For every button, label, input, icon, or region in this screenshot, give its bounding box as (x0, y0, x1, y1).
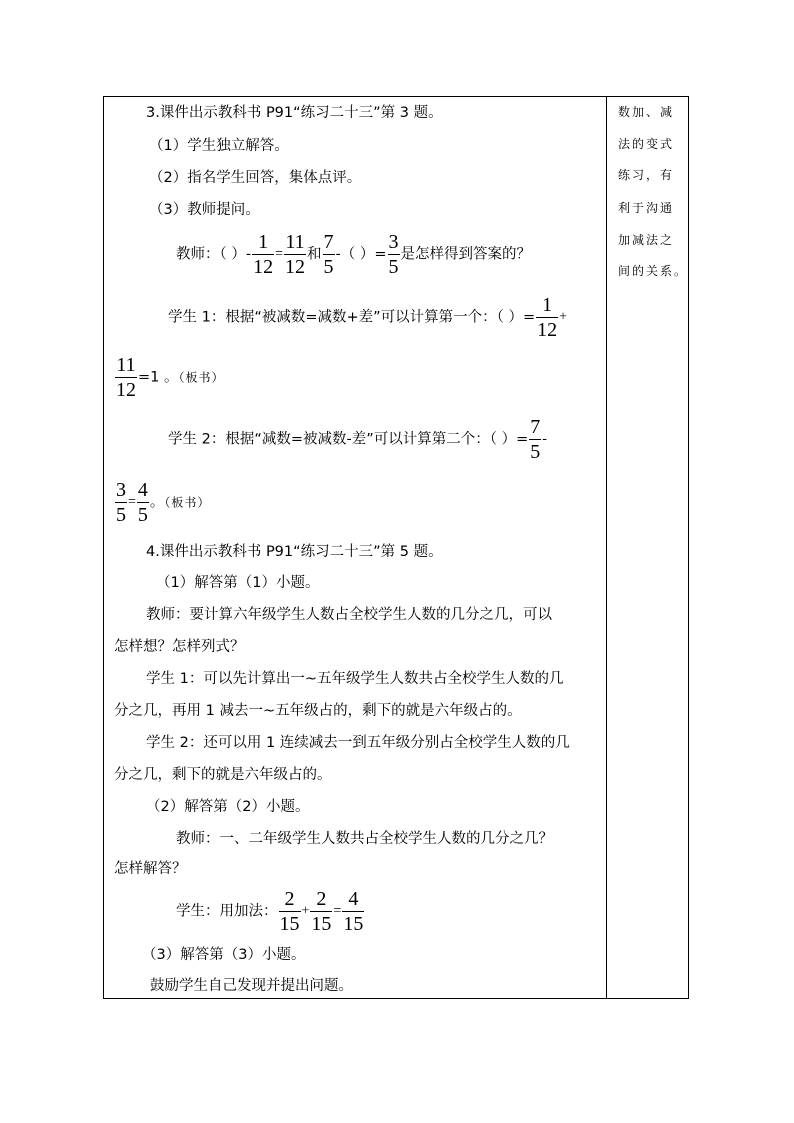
fraction: $\frac{4}{15}$ (343, 888, 364, 935)
student-2-answer: 学生 2：根据“减数=被减数-差”可以计算第二个：（ ）= $\frac{7}{5}$ - (168, 416, 547, 463)
teacher-question-2-cont: 怎样想？怎样列式？ (114, 639, 245, 655)
step-3-heading: 3.课件出示教科书 P91“练习二十三”第 3 题。 (146, 105, 443, 121)
step-3-2: （2）指名学生回答，集体点评。 (149, 170, 362, 186)
student-1-method: 学生 1：可以先计算出一~五年级学生人数共占全校学生人数的几 (146, 671, 564, 687)
step-4-2: （2）解答第（2）小题。 (146, 799, 310, 815)
encourage-note: 鼓励学生自己发现并提出问题。 (150, 978, 353, 994)
fraction: $\frac{3}{5}$ (116, 479, 126, 526)
main-content-cell (104, 97, 606, 998)
teacher-label: 教师：（ ）- (176, 246, 252, 263)
design-note-line: 练习，有 (618, 168, 675, 182)
fraction: $\frac{7}{5}$ (530, 416, 541, 463)
fraction: $\frac{11}{12}$ (285, 231, 305, 278)
student-2-method-cont: 分之几，剩下的就是六年级占的。 (114, 767, 332, 783)
student-1-method-cont: 分之几，再用 1 减去一~五年级占的，剩下的就是六年级占的。 (114, 703, 522, 719)
fraction: $\frac{2}{15}$ (311, 888, 332, 935)
step-3-3: （3）教师提问。 (149, 202, 260, 218)
teacher-question-formula: 教师：（ ）- $\frac{1}{12}$ = $\frac{11}{12}$ 和 $\frac{7}{5}$ -（ ）= $\frac{3}{5}$ 是怎样得到答案的？ (176, 231, 531, 278)
student-2-method: 学生 2：还可以用 1 连续减去一到五年级分别占全校学生人数的几 (146, 735, 570, 751)
board-note: （板书） (164, 495, 211, 510)
step-4-1: （1）解答第（1）小题。 (156, 575, 320, 591)
design-notes-cell (607, 97, 690, 998)
teacher-question-2: 教师：要计算六年级学生人数占全校学生人数的几分之几，可以 (146, 607, 552, 623)
student-2-answer-cont: $\frac{3}{5}$ = $\frac{4}{5}$ 。（板书） (116, 479, 211, 526)
board-note: （板书） (178, 370, 225, 385)
design-note-line: 法的变式 (618, 137, 675, 151)
step-4-heading: 4.课件出示教科书 P91“练习二十三”第 5 题。 (146, 544, 443, 560)
teacher-question-3-cont: 怎样解答？ (114, 861, 187, 877)
design-note-line: 利于沟通 (618, 201, 675, 215)
design-note-line: 加减法之 (618, 233, 675, 247)
fraction: $\frac{2}{15}$ (279, 888, 300, 935)
teacher-question-3: 教师：一、二年级学生人数共占全校学生人数的几分之几？ (176, 831, 553, 847)
student-1-answer-cont: $\frac{11}{12}$ =1 。（板书） (116, 354, 225, 401)
fraction: $\frac{4}{5}$ (137, 479, 148, 526)
fraction: $\frac{1}{12}$ (253, 231, 274, 278)
student-1-answer: 学生 1：根据“被减数=减数+差”可以计算第一个：（ ）= $\frac{1}{12}$ + (168, 294, 568, 341)
fraction: $\frac{1}{12}$ (537, 294, 558, 341)
student-addition-formula: 学生：用加法： $\frac{2}{15}$ + $\frac{2}{15}$ = $\frac{4}{15}$ (176, 888, 364, 935)
design-note-line: 数加、减 (618, 105, 675, 119)
step-3-1: （1）学生独立解答。 (149, 138, 289, 154)
fraction: $\frac{3}{5}$ (388, 231, 399, 278)
fraction: $\frac{11}{12}$ (116, 354, 136, 401)
lesson-table (103, 96, 689, 999)
step-4-3: （3）解答第（3）小题。 (142, 947, 306, 963)
design-note-line: 间的关系。 (618, 264, 689, 278)
fraction: $\frac{7}{5}$ (323, 231, 334, 278)
